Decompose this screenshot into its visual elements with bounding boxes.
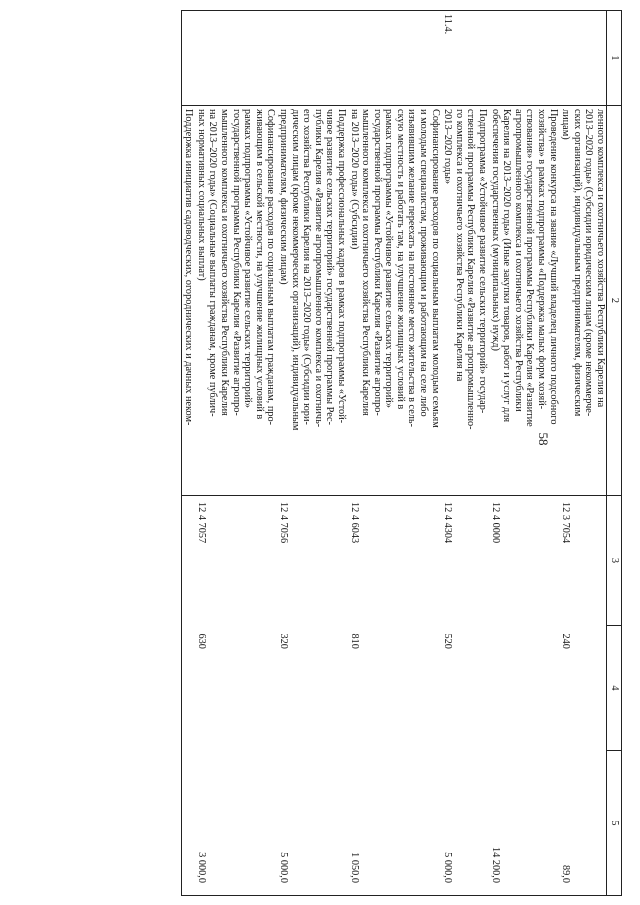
header-col-3: 3 — [607, 496, 622, 626]
row-description: ленного комплекса и охотничьего хозяйства Республики Карелия на 2013–2020 годы» (Субсидии юридическим лицам (кроме некоммерче- ских организаций), индивидуальным предпринимателям, физическим лицам) — [559, 106, 607, 496]
row-code: 12 4 7056 — [277, 502, 289, 544]
row-number — [181, 11, 194, 106]
row-code — [181, 496, 194, 626]
row-code: 12 4 7057 — [195, 502, 207, 544]
row-description: Проведение конкурса на звание «Лучший владелец личного подсобного хозяйства» в рамках подпрограммы «Поддержка малых форм хозяй- ствования» государственной программы Республики Карелия «Развитие агропромышленного комплекса и охотничьего хозяйства Республики Карелия на 2013–2020 годы» (Иные закупки товаров, работ и услуг для обеспечения государственных (муниципальных) нужд) — [488, 106, 559, 496]
row-type-code: 320 — [277, 633, 289, 649]
row-description: Софинансирование расходов по социальным выплатам гражданам, про- живающим в сельской местности, на улучшение жилищных условий в рамках подпрограммы «Устойчивое развитие сельских территорий» государственной программы Республики Карелия «Развитие агропро- мышленного комплекса и охотничьего хозяйства Республики Карелия на 2013–2020 годы» (Социальные выплаты гражданам, кроме публич- ных нормативных социальных выплат) — [194, 106, 276, 496]
table-row — [276, 11, 347, 896]
row-number — [488, 11, 559, 106]
row-amount — [181, 751, 194, 896]
table-row — [194, 11, 276, 896]
row-description: Софинансирование расходов по социальным выплатам молодым семьям и молодым специалистам, проживающим и работающим на селе либо изъявившим желание переехать на постоянное место жительства в сель- скую местность и работать там, на улучшение жилищных условий в рамках подпрограммы «Устойчивое развитие сельских территорий» государственной программы Республики Карелия «Развитие агропро- мышленного комплекса и охотничьего хозяйства Республики Карелия на 2013–2020 годы» (Субсидии) — [347, 106, 441, 496]
row-type-code: 240 — [560, 633, 572, 649]
page-number: 58 — [536, 432, 551, 446]
row-amount: 5 000,0 — [441, 751, 488, 896]
row-type-code: 630 — [195, 633, 207, 649]
row-code: 12 4 4304 — [442, 502, 454, 544]
table-header-row — [607, 11, 622, 896]
row-code: 12 4 6043 — [348, 502, 360, 544]
table-row — [441, 11, 488, 896]
header-col-2: 2 — [607, 106, 622, 496]
budget-table — [181, 10, 622, 896]
header-col-1: 1 — [607, 11, 622, 106]
table-row — [559, 11, 607, 896]
row-amount: 89,0 — [559, 751, 607, 896]
row-code: 12 3 7054 — [560, 502, 572, 544]
row-type-code: 520 — [442, 633, 454, 649]
row-number — [194, 11, 276, 106]
row-type-code — [181, 626, 194, 751]
row-number — [276, 11, 347, 106]
row-number — [347, 11, 441, 106]
header-col-5: 5 — [607, 751, 622, 896]
row-amount: 1 050,0 — [347, 751, 441, 896]
header-col-4: 4 — [607, 626, 622, 751]
rotated-page — [7, 10, 622, 895]
row-amount: 3 000,0 — [194, 751, 276, 896]
table-row — [488, 11, 559, 896]
row-description: Поддержка профессиональных кадров в рамках подпрограммы «Устой- чивое развитие сельских территорий» государственной программы Рес- публики Карелия «Развитие агропромышленного комплекса и охотничь- его хозяйства Республики Карелия на 2013–2020 годы» (Субсидии юри- дическим лицам (кроме некоммерческих организаций), индивидуальным предпринимателям, физическим лицам) — [276, 106, 347, 496]
row-number: 11.4. — [441, 11, 488, 106]
row-description: Подпрограмма «Устойчивое развитие сельских территорий» государ- ственной программы Республики Карелия «Развитие агропромышленно- го комплекса и охотничьего хозяйства Республики Карелия на 2013–2020 годы» — [441, 106, 488, 496]
row-number — [559, 11, 607, 106]
row-amount: 14 200,0 — [488, 751, 559, 896]
row-description: Поддержка инициатив садоводческих, огороднических и дачных неком- — [181, 106, 194, 496]
table-row — [347, 11, 441, 896]
row-code: 12 4 0000 — [489, 502, 501, 544]
table-row — [181, 11, 194, 896]
row-type-code: 810 — [348, 633, 360, 649]
row-amount: 5 000,0 — [276, 751, 347, 896]
row-type-code — [488, 626, 559, 751]
